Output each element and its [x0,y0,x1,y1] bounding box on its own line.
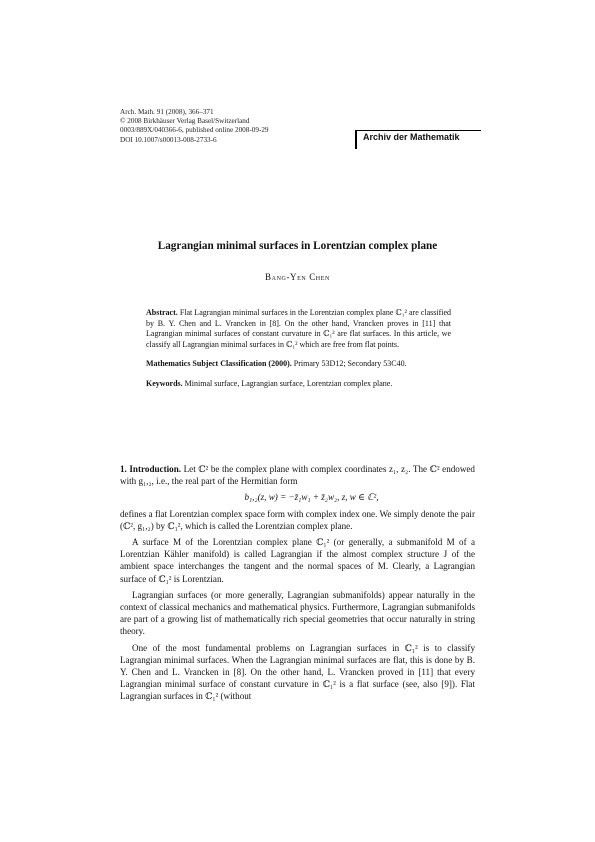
publication-info [120,108,269,145]
paragraph-5: One of the most fundamental problems on Lagrangian surfaces in ℂ₁² is to classify Lagrangian minimal surfaces. When the Lagrangian minimal surfaces are flat, this is done by B. Y. Chen and L. Vrancken in [8]. On the other hand, L. Vrancken proved in [11] that every Lagrangian minimal surface of constant curvature in ℂ₁² is a flat surface (see, also [9]). Flat Lagrangian surfaces in ℂ₁² (without [120,642,475,702]
abstract-text: Flat Lagrangian minimal surfaces in the Lorentzian complex plane ℂ₁² are classified by B. Y. Chen and L. Vrancken in [8]. On the other hand, Vrancken proves in [11] that Lagrangian minimal surfaces of constant curvature in ℂ₁² are flat surfaces. In this article, we classify all Lagrangian minimal surfaces in ℂ₁² which are free from flat points. [146,308,452,349]
msc-text: Primary 53D12; Secondary 53C40. [293,359,407,369]
paragraph-3: A surface M of the Lorentzian complex plane ℂ₁² (or generally, a submanifold M of a Lorentzian Kähler manifold) is called Lagrangian if the almost complex structure J of the ambient space interchanges the tangent and the normal spaces of M. Clearly, a Lagrangian surface of ℂ₁² is Lorentzian. [120,537,475,584]
keywords-label: Keywords. [146,378,183,388]
citation-line: Arch. Math. 91 (2008), 366–371 [120,108,214,116]
paragraph-2: defines a flat Lorentzian complex space form with complex index one. We simply denote the pair (ℂ², g₁,₂) by ℂ₁², which is called the Lorentzian complex plane. [120,508,475,531]
intro-paragraph [120,463,475,487]
issn-line: 0003/889X/040366-6, published online 2008-09-29 [120,126,269,135]
keywords-text: Minimal surface, Lagrangian surface, Lorentzian complex plane. [184,378,393,388]
paragraph-4: Lagrangian surfaces (or more generally, Lagrangian submanifolds) appear naturally in the context of classical mechanics and mathematical physics. Furthermore, Lagrangian submanifolds are part of a growing list of mathematically rich special geometries that occur naturally in string theory. [120,589,475,637]
author-name: Bang-Yen Chen [265,272,330,282]
journal-name: Archiv der Mathematik [355,130,460,149]
intro-text: Let ℂ² be the complex plane with complex coordinates z₁, z₂. The ℂ² endowed with g₁,₂, i.e., the real part of the Hermitian form [120,464,475,487]
keywords-paragraph [146,379,451,390]
paper-title: Lagrangian minimal surfaces in Lorentzian complex plane [157,240,438,252]
abstract-label: Abstract. [146,308,178,317]
section-heading: 1. Introduction. [120,464,182,474]
copyright-line: © 2008 Birkhäuser Verlag Basel/Switzerland [120,117,250,126]
abstract-block [146,308,451,399]
msc-paragraph [146,359,451,370]
body-text [120,463,475,707]
hermitian-formula: b₁,₂(z, w) = −z̄₁w₁ + z̄₂w₂, z, w ∈ ℂ², [244,492,379,503]
doi-line: DOI 10.1007/s00013-008-2733-6 [120,135,217,144]
abstract-paragraph [146,308,451,350]
msc-label: Mathematics Subject Classification (2000). [146,359,292,369]
